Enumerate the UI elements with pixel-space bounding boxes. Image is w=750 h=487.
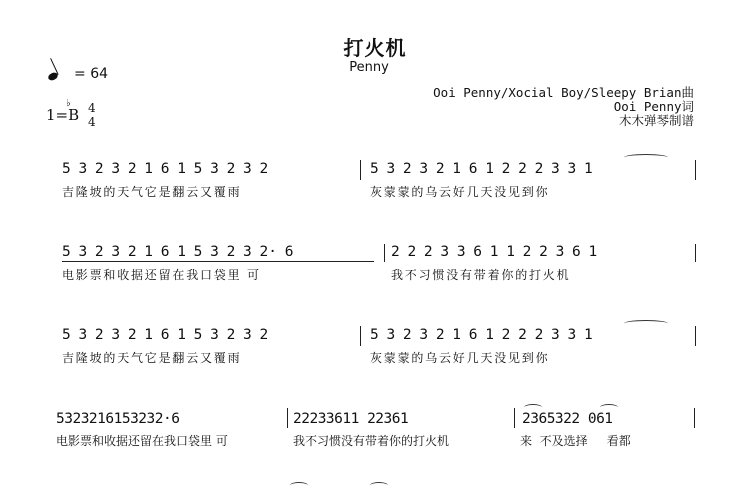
tempo-marking [48, 66, 108, 82]
barline [360, 326, 361, 346]
notes-row4-b: 22233611 22361 [293, 411, 409, 427]
slur [600, 404, 618, 411]
key-signature [46, 98, 80, 124]
tempo-equals: = [74, 66, 86, 82]
composer-credit: Ooi Penny/Xocial Boy/Sleepy Brian曲 [433, 85, 694, 100]
notes-row4-c: 2365322 061 [522, 411, 613, 427]
barline [514, 408, 515, 428]
barline [695, 160, 696, 180]
song-subtitle: Penny [349, 60, 389, 75]
lyrics-row1-b: 灰蒙蒙的乌云好几天没见到你 [370, 185, 550, 199]
lyrics-row3-b: 灰蒙蒙的乌云好几天没见到你 [370, 351, 550, 365]
notes-row3-b: 5 3 2 3 2 1 6 1 2 2 2 3 3 1 [370, 327, 593, 343]
notes-row2-b: 2 2 2 3 3 6 1 1 2 2 3 6 1 [391, 244, 598, 260]
quarter-note-icon [47, 71, 59, 82]
barline [360, 160, 361, 180]
arranger-credit: 木木弹琴制谱 [618, 113, 694, 128]
slur [370, 482, 388, 487]
lyrics-row4-b: 我不习惯没有带着你的打火机 [293, 434, 450, 448]
key-tonic: B [68, 106, 80, 124]
barline [287, 408, 288, 428]
lyricist-credit: Ooi Penny词 [613, 99, 694, 114]
slur [624, 154, 668, 161]
notes-row2-a: 5 3 2 3 2 1 6 1 5 3 2 3 2· 6 [62, 244, 294, 260]
notes-row4-a: 5323216153232·6 [56, 411, 180, 427]
time-signature-beats: 4 [88, 101, 96, 115]
notes-row1-a: 5 3 2 3 2 1 6 1 5 3 2 3 2 [62, 161, 269, 177]
lyrics-row4-c: 来 不及选择 看都 [520, 434, 631, 448]
tempo-bpm: 64 [90, 66, 109, 82]
lyrics-row3-a: 吉隆坡的天气它是翻云又覆雨 [62, 351, 242, 365]
lyrics-row4-a: 电影票和收据还留在我口袋里 可 [56, 434, 228, 448]
barline [695, 244, 696, 262]
slur [524, 404, 542, 411]
slur [624, 320, 668, 327]
lyrics-row1-a: 吉隆坡的天气它是翻云又覆雨 [62, 185, 242, 199]
notes-row1-b: 5 3 2 3 2 1 6 1 2 2 2 3 3 1 [370, 161, 593, 177]
key-prefix: 1= [46, 106, 69, 124]
slur [290, 482, 308, 487]
barline [694, 408, 695, 428]
barline [695, 326, 696, 346]
lyrics-row2-b: 我不习惯没有带着你的打火机 [391, 268, 571, 282]
lyrics-row2-a: 电影票和收据还留在我口袋里 可 [62, 268, 261, 282]
barline [384, 244, 385, 262]
time-signature-unit: 4 [88, 115, 96, 129]
notes-row3-a: 5 3 2 3 2 1 6 1 5 3 2 3 2 [62, 327, 269, 343]
underline-beam [62, 261, 374, 262]
song-title: 打火机 [343, 36, 407, 60]
flat-icon: ♭ [66, 98, 71, 109]
